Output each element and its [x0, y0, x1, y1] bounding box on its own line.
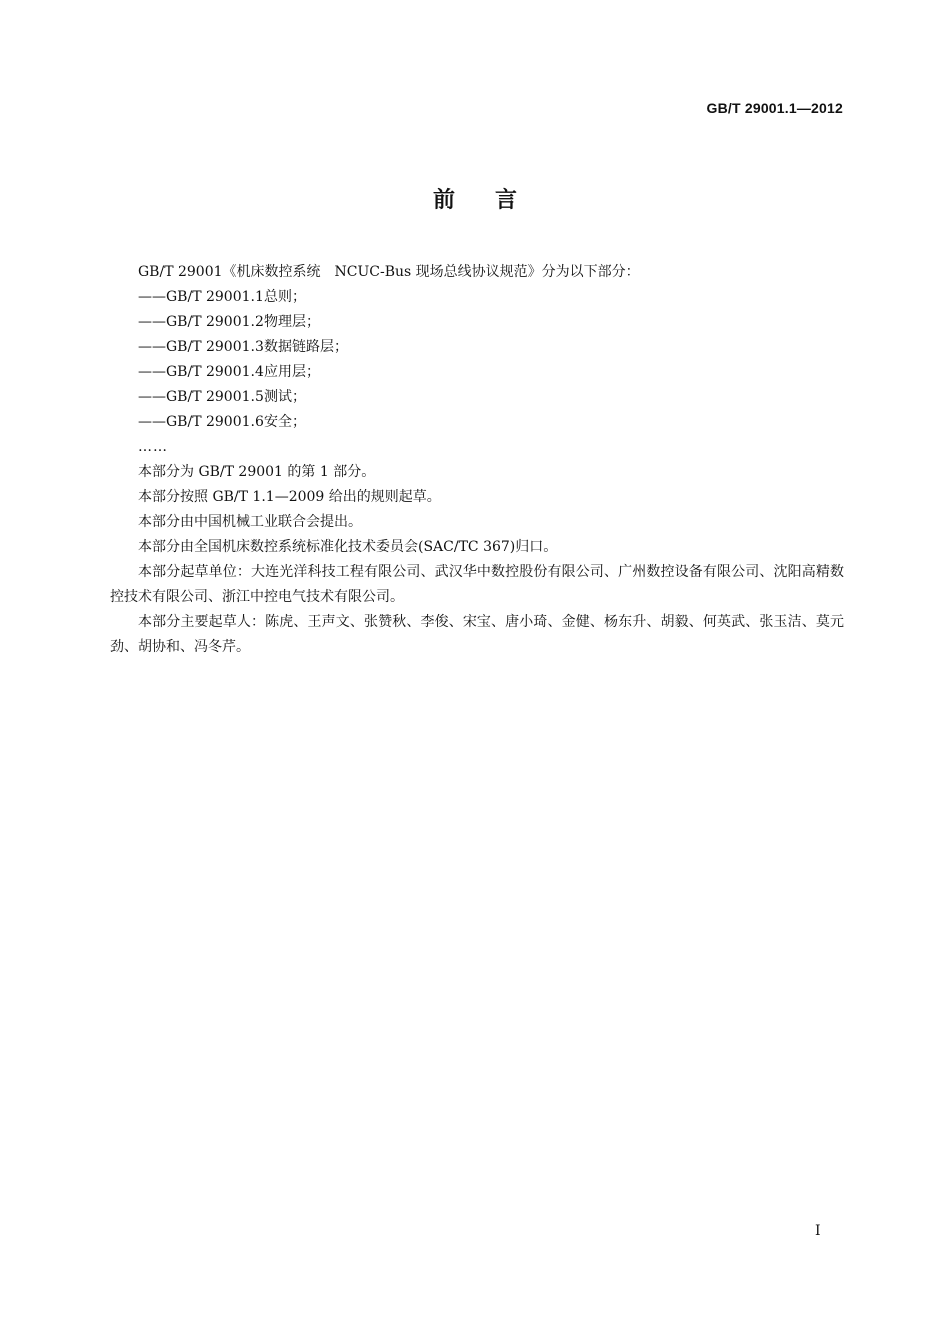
paragraph-committee: 本部分由全国机床数控系统标准化技术委员会(SAC/TC 367)归口。	[138, 539, 558, 555]
part-name: 安全；	[264, 414, 306, 430]
intro-paragraph: GB/T 29001《机床数控系统 NCUC-Bus 现场总线协议规范》分为以下部分：	[138, 264, 640, 280]
parts-list	[110, 285, 844, 460]
paragraph-drafting-units: 本部分起草单位：大连光洋科技工程有限公司、武汉华中数控股份有限公司、广州数控设备有限公司、沈阳高精数控技术有限公司、浙江中控电气技术有限公司。	[110, 564, 844, 605]
list-item	[110, 285, 844, 310]
list-item	[110, 335, 844, 360]
paragraph-drafting-rules: 本部分按照 GB/T 1.1—2009 给出的规则起草。	[138, 489, 441, 505]
part-code: ——GB/T 29001.1	[138, 289, 264, 305]
part-name: 测试；	[264, 389, 306, 405]
part-name: 数据链路层；	[264, 339, 348, 355]
part-name: 物理层；	[264, 314, 320, 330]
list-ellipsis: ……	[138, 439, 168, 455]
paragraph-drafters: 本部分主要起草人：陈虎、王声文、张赞秋、李俊、宋宝、唐小琦、金健、杨东升、胡毅、何英武、张玉洁、莫元劲、胡协和、冯冬芹。	[110, 614, 844, 655]
list-item	[110, 385, 844, 410]
part-code: ——GB/T 29001.5	[138, 389, 264, 405]
list-item	[110, 360, 844, 385]
paragraph-proposer: 本部分由中国机械工业联合会提出。	[138, 514, 362, 530]
page-number: I	[815, 1223, 821, 1239]
standard-code: GB/T 29001.1—2012	[706, 100, 843, 116]
list-item	[110, 410, 844, 435]
page-title: 前言	[432, 188, 557, 213]
part-code: ——GB/T 29001.4	[138, 364, 264, 380]
part-name: 应用层；	[264, 364, 320, 380]
part-name: 总则；	[264, 289, 306, 305]
part-code: ——GB/T 29001.3	[138, 339, 264, 355]
part-code: ——GB/T 29001.6	[138, 414, 264, 430]
paragraph-part-number: 本部分为 GB/T 29001 的第 1 部分。	[138, 464, 376, 480]
document-body	[110, 260, 844, 660]
part-code: ——GB/T 29001.2	[138, 314, 264, 330]
list-item	[110, 310, 844, 335]
